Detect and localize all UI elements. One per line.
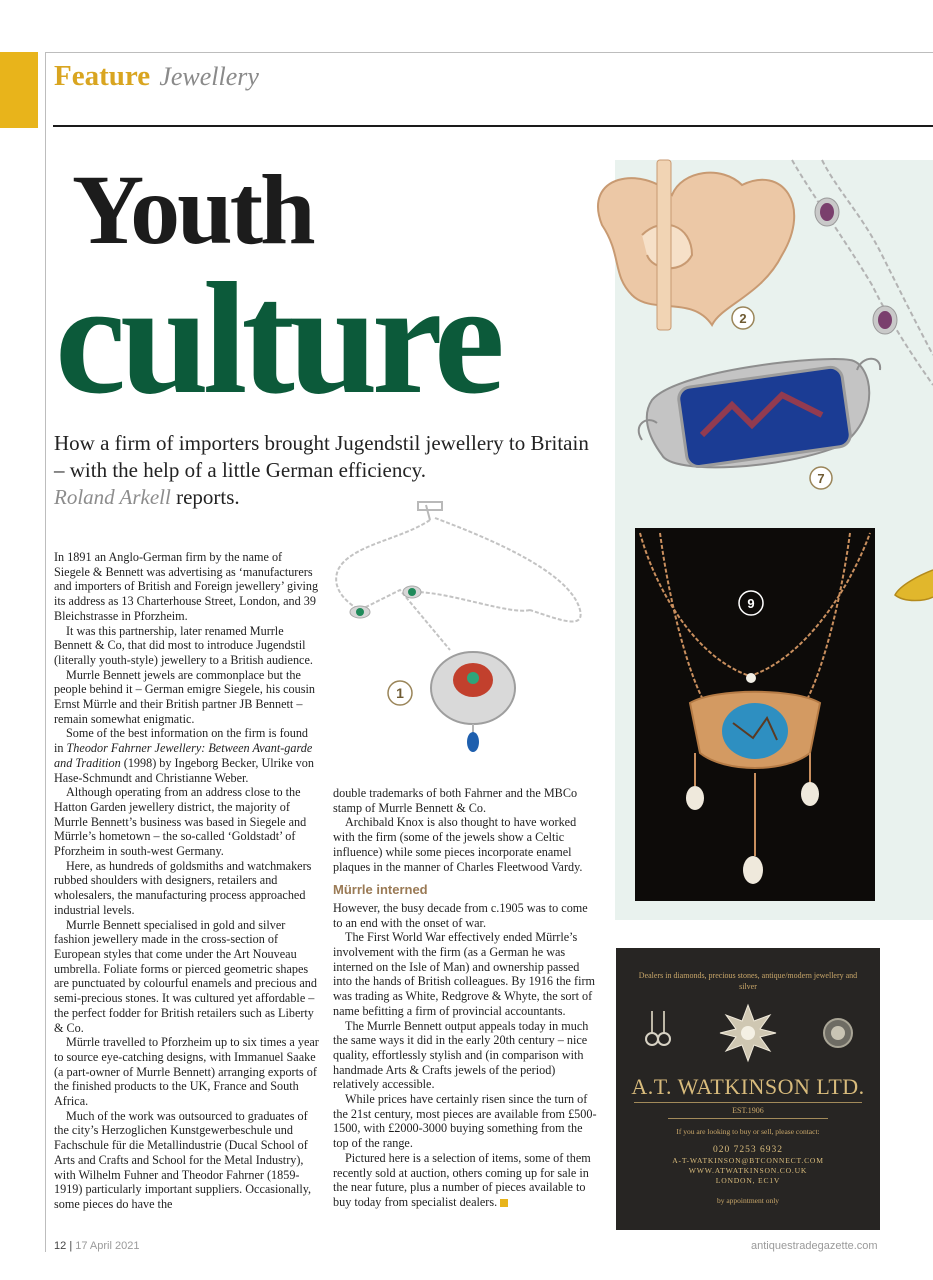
book-title: Theodor Fahrner Jewellery: Between Avant-garde and Tradition [54, 741, 313, 770]
header-rule [53, 125, 933, 127]
ad-website[interactable]: WWW.ATWATKINSON.CO.UK [688, 1166, 808, 1175]
byline: Roland Arkell [54, 485, 171, 509]
section-label: Feature [54, 60, 151, 92]
advert-watkinson[interactable] [616, 948, 880, 1230]
ad-phone[interactable]: 020 7253 6932 [713, 1145, 783, 1155]
ad-appointment: by appointment only [716, 1196, 780, 1205]
ad-company-name: A.T. WATKINSON LTD. [631, 1074, 865, 1099]
headline-youth: Youth [72, 154, 313, 265]
ad-jewellery-photos [616, 1003, 880, 1063]
image-number-1: 1 [396, 685, 404, 701]
subsection-label: Jewellery [159, 62, 259, 91]
body-column-2 [333, 786, 598, 1210]
byline-suffix: reports. [170, 485, 240, 509]
section-tab [0, 52, 38, 128]
standfirst-text: How a firm of importers brought Jugendstil jewellery to Britain – with the help of a little German efficiency. [54, 431, 589, 482]
image-number-2: 2 [739, 311, 747, 326]
photo-brooches [582, 155, 933, 495]
margin-rule [45, 52, 46, 1252]
page-number: 12 [54, 1240, 67, 1252]
section-kicker [54, 58, 259, 93]
paragraph: In 1891 an Anglo-German firm by the name of Siegele & Bennett was advertising as ‘manufacturers and importers of British and Foreign jewellery’ giving its address as 13 Charterhouse Street, London, and 39 Bleichstrasse in Pforzheim. [54, 550, 319, 623]
ad-tagline: Dealers in diamonds, precious stones, antique/modern jewellery and silver [638, 971, 858, 991]
paragraph: It was this partnership, later renamed Murrle Bennett & Co, that did most to introduce Jugendstil (literally youth-style) jewellery to a British audience. [54, 623, 313, 667]
page-folio [54, 1240, 139, 1252]
photo-pendant-9-art [635, 528, 875, 901]
folio-separator: | [69, 1240, 73, 1252]
headline-culture: culture [55, 249, 499, 427]
subheading: Mürrle interned [333, 882, 428, 898]
paragraph: Mürrle travelled to Pforzheim up to six times a year to source eye-catching designs, with Immanuel Saake (a part-owner of Murrle Bennett) arranging exports of the finished products to the UK, France and South Africa. [54, 1035, 319, 1109]
top-rule [45, 52, 933, 53]
ad-divider [634, 1102, 862, 1103]
paragraph-with-book-title [54, 726, 320, 785]
image-number-9: 9 [747, 596, 755, 611]
paragraph: Much of the work was outsourced to graduates of the city’s Herzoglichen Kunstgewerbeschule und Fachschule für die Metallindustrie (Ducal School of Arts and Crafts and School for the Metal Industry), with Wilhelm Fuhner and Theodor Fahrner (1859-1919) particularly important suppliers. Occasionally, some pieces do have the [54, 1108, 312, 1211]
body-column-1 [54, 550, 320, 1212]
text-run: (1998) by Ingeborg Becker, Ulrike von Hase-Schmundt and Christianne Weber. [54, 755, 314, 785]
ad-location: LONDON, EC1V [715, 1176, 781, 1185]
ad-divider [668, 1118, 828, 1119]
text-run: Pictured here is a selection of items, some of them recently sold at auction, others coming up for sale in the near future, plus a number of pieces available to buy today from specialist dealers. [333, 1150, 591, 1209]
ad-contact-line: If you are looking to buy or sell, please contact: [676, 1127, 820, 1136]
paragraph: However, the busy decade from c.1905 was to come to an end with the onset of war. [333, 900, 588, 930]
site-url[interactable]: antiquestradegazette.com [751, 1240, 878, 1252]
photo-edge-piece [890, 565, 933, 605]
paragraph: Murrle Bennett specialised in gold and silver fashion jewellery made in the cross-section of European styles that come under the Art Nouveau umbrella. Foliate forms or pierced geometric shapes are punctuated by colourful enamels and precious and semi-precious stones. It was cultured yet affordable – the perfect fodder for British retailers such as Liberty & Co. [54, 917, 317, 1035]
end-mark-icon [500, 1199, 508, 1207]
paragraph: Although operating from an address close to the Hatton Garden jewellery district, the majority of Murrle Bennett’s business was based in Siegele and Mürrle’s hometown – the so-called ‘Goldstadt’ of Pforzheim in south-west Germany. [54, 785, 307, 859]
ad-established: EST.1906 [732, 1106, 764, 1115]
ad-email[interactable]: A-T-WATKINSON@BTCONNECT.COM [672, 1156, 824, 1165]
paragraph: The First World War effectively ended Mürrle’s involvement with the firm (as a German he was interned on the Isle of Man) and ownership passed into the hands of British colleagues. By 1916 the firm was trading as White, Redgrove & Whyte, the sort of name befitting a firm of provincial accountants. [333, 930, 595, 1018]
paragraph: Murrle Bennett jewels are commonplace but the people behind it – German emigre Siegele, his cousin Ernst Mürrle and their British partner JB Bennett – remain somewhat enigmatic. [54, 667, 315, 726]
paragraph: double trademarks of both Fahrner and the MBCo stamp of Murrle Bennett & Co. [333, 786, 578, 815]
paragraph: Archibald Knox is also thought to have worked with the firm (some of the jewels show a Celtic influence) while some pieces incorporate enamel plaques in the manner of Charles Fleetwood Vardy. [333, 815, 583, 874]
image-number-7: 7 [817, 471, 825, 486]
photo-necklace-1 [330, 500, 598, 765]
paragraph: Here, as hundreds of goldsmiths and watchmakers rubbed shoulders with designers, retailers and wholesalers, the manufacturing process approached industrial levels. [54, 858, 312, 917]
issue-date: 17 April 2021 [75, 1240, 140, 1252]
standfirst [54, 430, 594, 511]
text-run: Some of the best information on the firm is found in [54, 726, 309, 756]
paragraph-final [333, 1151, 598, 1210]
paragraph: The Murrle Bennett output appeals today in much the same ways it did in the early 20th century – nice quality, effortlessly stylish and (in comparison with handmade Arts & Crafts jewels of the period) relatively accessible. [333, 1018, 589, 1092]
paragraph: While prices have certainly risen since the turn of the 21st century, most pieces are available from £500-1500, with £2000-3000 buying something from the top of the range. [333, 1092, 597, 1151]
